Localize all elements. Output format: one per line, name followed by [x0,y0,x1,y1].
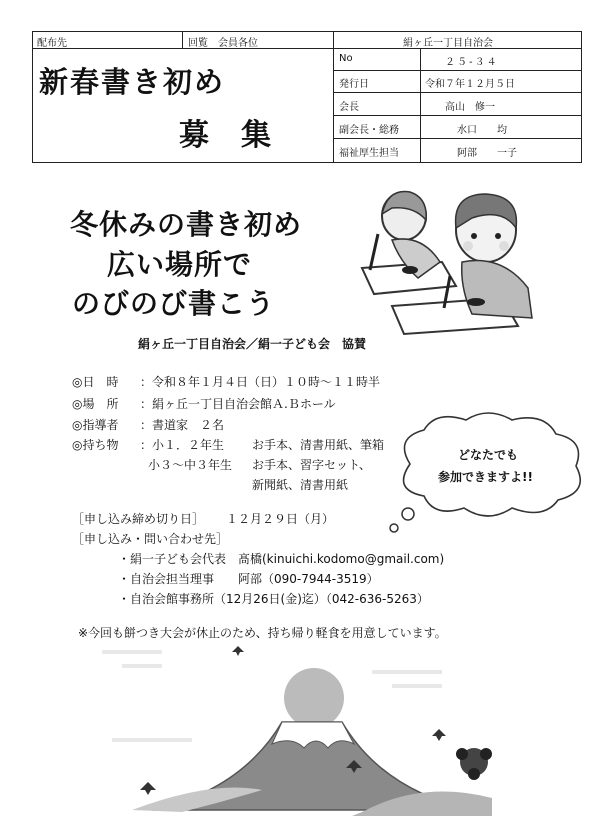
instructor-value: ：書道家 ２名 [140,418,225,432]
row-value-vice: 水口 均 [457,125,507,136]
title-line1: 新春書き初め [39,65,226,99]
slogan-line3: のびのび書こう [72,287,276,320]
row-value-no: ２５-３４ [445,57,499,68]
deadline-value: １２月２９日（月） [226,512,335,526]
title-line2: 募集 [179,118,303,153]
items-grade2-value2: 新聞紙、清書用紙 [252,478,349,492]
contact-item-kodomo: ・絹一子ども会代表 髙橋(kinuichi.kodomo@gmail.com) [118,552,445,566]
date-value: ：令和８年１月４日（日）１０時～１１時半 [140,375,381,389]
place-label: ◎場 所 [72,397,119,411]
bubble-line1: どなたでも [458,448,519,462]
distribution-label: 配布先 [37,38,67,49]
instructor-label: ◎指導者 [72,418,119,432]
row-label-no: No [339,53,353,64]
items-grade2: 小３～中３年生 [148,458,233,472]
slogan-line1: 冬休みの書き初め [70,208,303,241]
items-grade1-value: お手本、清書用紙、筆箱 [252,438,385,452]
circulation-label: 回覧 会員各位 [188,38,258,49]
row-label-date: 発行日 [339,79,369,90]
contacts-label: ［申し込み・問い合わせ先］ [72,532,229,546]
sponsor-line: 絹ヶ丘一丁目自治会／絹一子ども会 協賛 [138,337,367,351]
children-calligraphy-illustration [352,178,572,338]
row-label-vice: 副会長・総務 [339,125,399,136]
deadline-label: ［申し込み締め切り日］ [72,512,205,526]
row-label-president: 会長 [339,102,359,113]
place-value: ：絹ヶ丘一丁目自治会館Ａ.Ｂホール [140,397,336,411]
contact-item-director: ・自治会担当理事 阿部（090-7944-3519） [118,572,379,586]
contact-item-office: ・自治会館事務所（12月26日(金)迄）（042-636-5263） [118,592,429,606]
date-label: ◎日 時 [72,375,119,389]
slogan-line2: 広い場所で [107,248,253,281]
row-label-welfare: 福祉厚生担当 [339,148,399,159]
mount-fuji-illustration [92,640,512,816]
note-line: ※今回も餅つき大会が休止のため、持ち帰り軽食を用意しています。 [78,626,447,640]
row-value-president: 高山 修一 [445,102,495,113]
items-grade2-value: お手本、習字セット、 [252,458,371,472]
row-value-date: 令和７年１２月５日 [425,79,515,90]
row-value-welfare: 阿部 一子 [457,148,517,159]
items-grade1: ：小１．２年生 [140,438,225,452]
bubble-line2: 参加できますよ!! [438,470,533,484]
org-name: 絹ヶ丘一丁目自治会 [403,38,493,49]
items-label: ◎持ち物 [72,438,119,452]
header-table [32,31,582,163]
